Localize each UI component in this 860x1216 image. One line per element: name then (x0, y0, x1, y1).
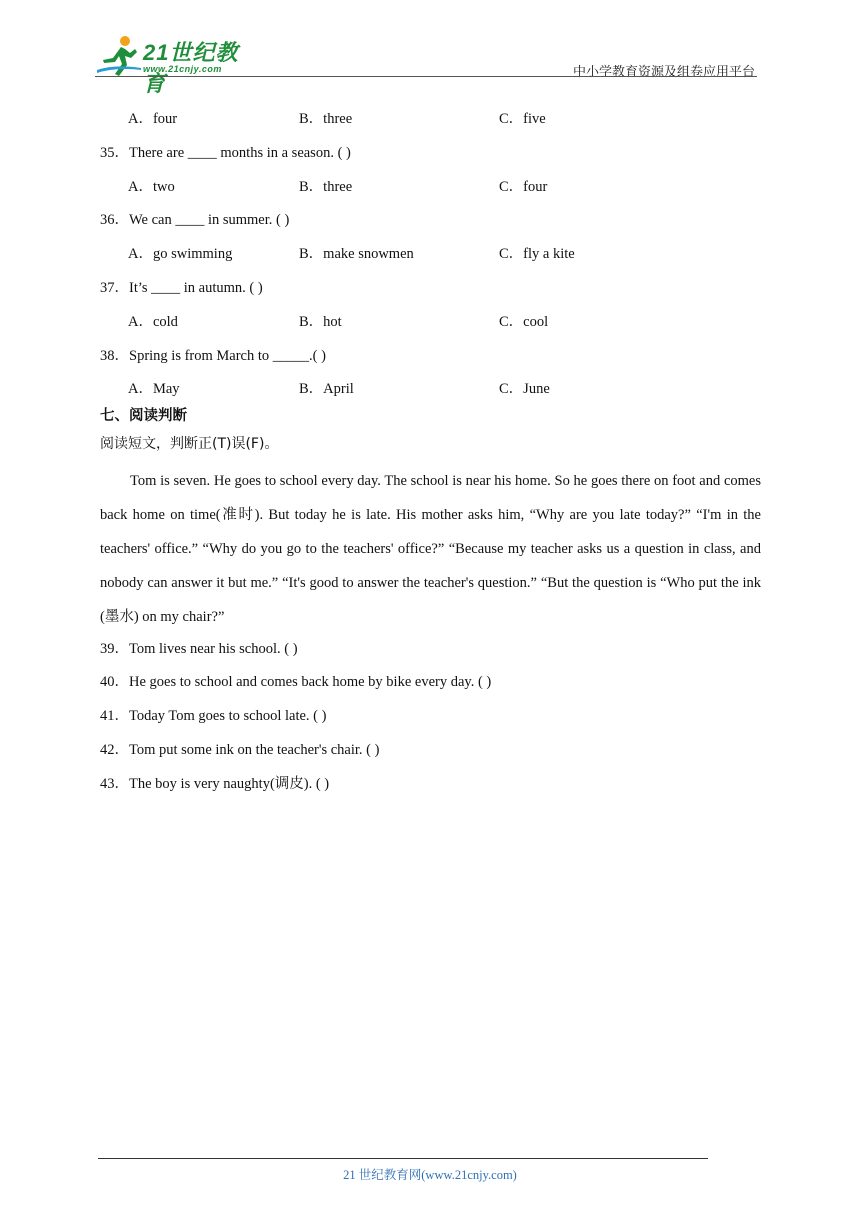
judgement-item: 43．The boy is very naughty(调皮). ( ) (100, 776, 330, 792)
question-stem: 36．We can ____ in summer. ( ) (100, 212, 290, 228)
runner-logo-icon (95, 34, 143, 78)
judgement-item: 39．Tom lives near his school. ( ) (100, 641, 298, 657)
header-divider (95, 76, 757, 77)
section-instruction: 阅读短文，判断正(T)误(F)。 (100, 436, 279, 452)
option-a: A．two (128, 179, 175, 195)
option-b: B．three (299, 179, 353, 195)
option-b: B．make snowmen (299, 246, 414, 262)
option-a: A．four (128, 111, 178, 127)
option-c: C．five (499, 111, 546, 127)
option-b: B．three (299, 111, 353, 127)
question-stem: 35．There are ____ months in a season. ( ) (100, 145, 351, 161)
option-a: A．go swimming (128, 246, 233, 262)
judgement-item: 41．Today Tom goes to school late. ( ) (100, 708, 327, 724)
question-stem: 37．It’s ____ in autumn. ( ) (100, 280, 263, 296)
footer-divider (98, 1158, 708, 1159)
option-b: B．April (299, 381, 354, 397)
option-a: A．May (128, 381, 180, 397)
header-platform-text: 中小学教育资源及组卷应用平台 (572, 64, 755, 79)
section-title: 七、阅读判断 (100, 408, 187, 424)
judgement-item: 40．He goes to school and comes back home by bike every day. ( ) (100, 674, 492, 690)
footer-text: 21 世纪教育网(www.21cnjy.com) (343, 1168, 517, 1182)
option-b: B．hot (299, 314, 342, 330)
logo (95, 34, 260, 96)
logo-text: 21世纪教育 (143, 40, 239, 96)
question-stem: 38．Spring is from March to _____.( ) (100, 348, 326, 364)
judgement-item: 42．Tom put some ink on the teacher's chair. ( ) (100, 742, 380, 758)
option-c: C．fly a kite (499, 246, 575, 262)
option-a: A．cold (128, 314, 178, 330)
reading-passage: Tom is seven. He goes to school every day. The school is near his home. So he goes there on foot and comes back home on time(准时). But today he is late. His mother asks him, “Why are you late today?” “I'm in the teachers' office.” “Why do you go to the teachers' office?” “Because my teacher asks us a question in class, and nobody can answer it but me.” “It's good to answer the teacher's question.” “But the question is “Who put the ink (墨水) on my chair?” (100, 473, 761, 625)
option-c: C．June (499, 381, 550, 397)
option-c: C．four (499, 179, 548, 195)
logo-url: www.21cnjy.com (143, 64, 222, 74)
option-c: C．cool (499, 314, 549, 330)
